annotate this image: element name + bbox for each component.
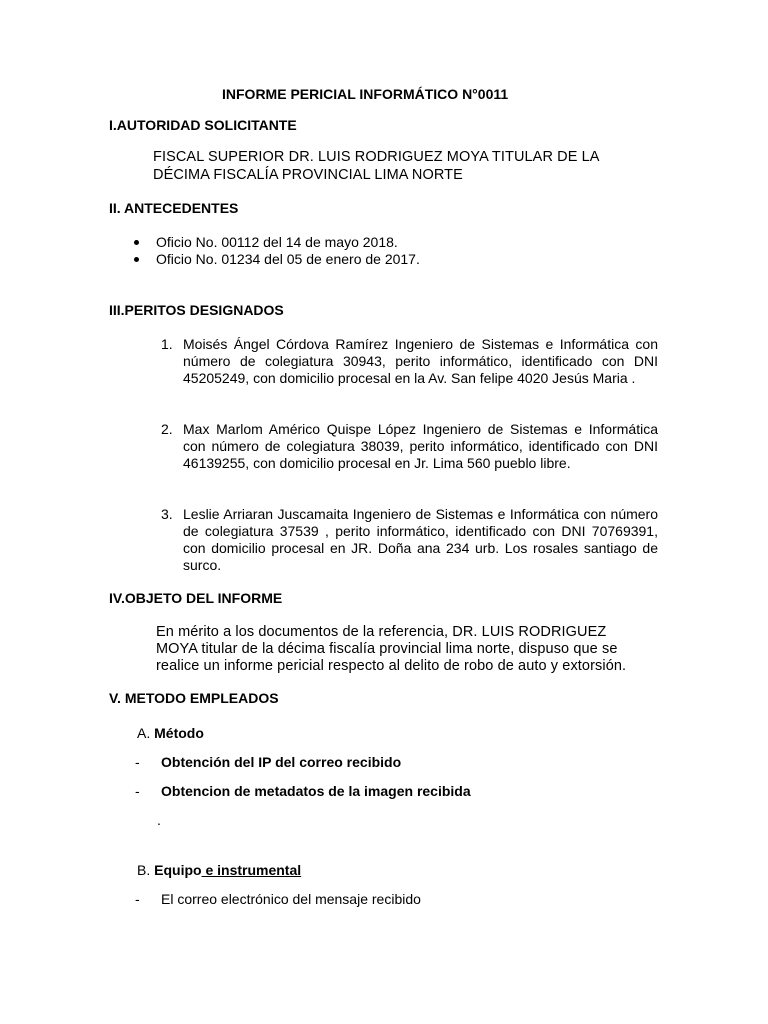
objeto-line-1: En mérito a los documentos de la referencia, DR. LUIS RODRIGUEZ bbox=[156, 624, 607, 640]
dash-marker: - bbox=[135, 754, 140, 770]
metodo-item-1: Obtención del IP del correo recibido bbox=[161, 754, 402, 770]
subsection-b-label-part1: Equipo bbox=[154, 862, 202, 878]
metodo-item-2: Obtencion de metadatos de la imagen recibida bbox=[161, 783, 471, 799]
list-number: 1. bbox=[161, 336, 173, 352]
list-number: 2. bbox=[161, 421, 173, 437]
subsection-a-label: Método bbox=[154, 725, 204, 741]
section-heading-autoridad: I.AUTORIDAD SOLICITANTE bbox=[109, 117, 297, 133]
perito-item-2: Max Marlom Américo Quispe López Ingeniero de Sistemas e Informática con número de colegiatura 38039, perito informático, identificado con DNI 46139255, con domicilio procesal en Jr. Lima 560 pueblo libre. bbox=[183, 421, 658, 471]
section-heading-metodo: V. METODO EMPLEADOS bbox=[109, 690, 279, 706]
antecedente-item-1: Oficio No. 00112 del 14 de mayo 2018. bbox=[156, 234, 398, 250]
dash-marker: - bbox=[135, 891, 140, 907]
autoridad-line-1: FISCAL SUPERIOR DR. LUIS RODRIGUEZ MOYA TITULAR DE LA bbox=[153, 149, 600, 165]
bullet-icon bbox=[134, 240, 139, 245]
subsection-a bbox=[137, 725, 204, 742]
objeto-line-2: MOYA titular de la décima fiscalía provincial lima norte, dispuso que se bbox=[156, 641, 618, 657]
equipo-item-1: El correo electrónico del mensaje recibido bbox=[161, 891, 421, 907]
subsection-b-label-part2: e instrumental bbox=[201, 862, 302, 878]
document-title: INFORME PERICIAL INFORMÁTICO N°0011 bbox=[222, 86, 509, 102]
autoridad-line-2: DÉCIMA FISCALÍA PROVINCIAL LIMA NORTE bbox=[153, 167, 463, 183]
subsection-b bbox=[137, 862, 301, 879]
list-number: 3. bbox=[161, 506, 173, 522]
perito-item-1: Moisés Ángel Córdova Ramírez Ingeniero de Sistemas e Informática con número de colegiatura 30943, perito informático, identificado con DNI 45205249, con domicilio procesal en la Av. San felipe 4020 Jesús Maria . bbox=[183, 336, 658, 386]
subsection-b-letter: B. bbox=[137, 862, 151, 878]
subsection-a-letter: A. bbox=[137, 725, 151, 741]
section-heading-peritos: III.PERITOS DESIGNADOS bbox=[109, 302, 284, 318]
section-heading-objeto: IV.OBJETO DEL INFORME bbox=[109, 590, 283, 606]
objeto-line-3: realice un informe pericial respecto al delito de robo de auto y extorsión. bbox=[156, 658, 627, 674]
section-heading-antecedentes: II. ANTECEDENTES bbox=[109, 200, 239, 216]
antecedente-item-2: Oficio No. 01234 del 05 de enero de 2017. bbox=[156, 251, 420, 267]
dash-marker: - bbox=[135, 783, 140, 799]
perito-item-3: Leslie Arriaran Juscamaita Ingeniero de Sistemas e Informática con número de colegiatura 37539 , perito informático, identificado con DNI 70769391, con domicilio procesal en JR. Doña ana 234 urb. Los rosales santiago de surco. bbox=[183, 506, 658, 573]
stray-dot: . bbox=[157, 812, 161, 828]
bullet-icon bbox=[134, 257, 139, 262]
